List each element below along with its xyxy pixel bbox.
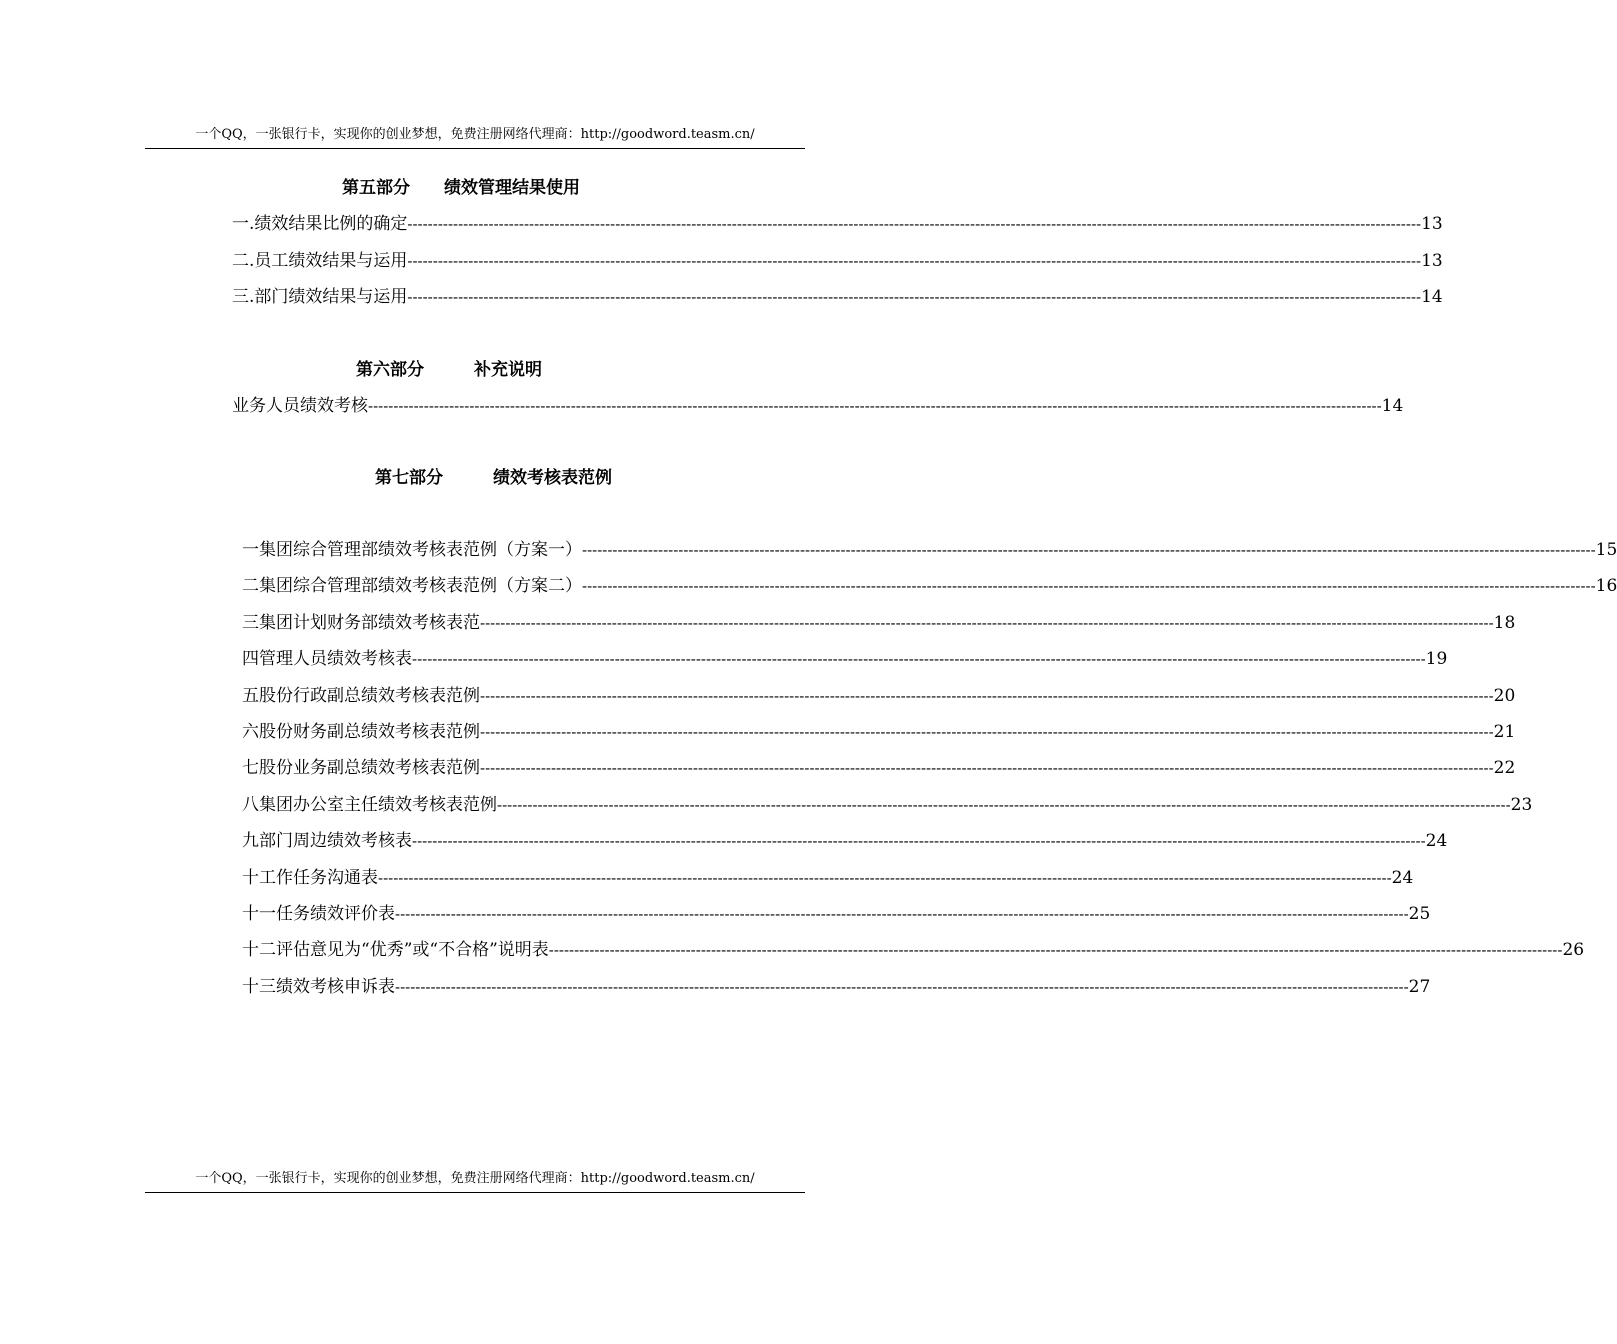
toc-entry-page: 25 [1408, 904, 1431, 924]
toc-leader-dashes: -------------------------------------------------------------------------------------------------------------------------------------------------------------------------------------------------------- [582, 577, 1596, 596]
toc-entry[interactable] [242, 574, 1617, 598]
toc-entry-label: 工作任务沟通表 [259, 867, 378, 888]
part7-title: 绩效考核表范例 [493, 468, 612, 488]
toc-entry-label: 管理人员绩效考核表 [259, 649, 412, 670]
toc-entry-label: 任务绩效评价表 [276, 904, 395, 924]
toc-entry-label: 部门绩效结果与运用 [254, 287, 408, 307]
toc-entry-page: 21 [1493, 722, 1516, 742]
toc-entry-label: 集团办公室主任绩效考核表范例 [259, 794, 497, 815]
part5-title: 绩效管理结果使用 [444, 178, 580, 198]
toc-entry-number: 一. [232, 214, 255, 234]
toc-entry-number: 九 [242, 831, 259, 852]
toc-entry-label: 业务人员绩效考核 [232, 396, 368, 416]
toc-entry-page: 19 [1425, 649, 1448, 670]
toc-entry-page: 14 [1381, 396, 1404, 416]
toc-leader-dashes: -------------------------------------------------------------------------------------------------------------------------------------------------------------------------------------------------------- [395, 905, 1409, 923]
toc-entry[interactable] [242, 866, 1414, 890]
toc-entry[interactable] [242, 611, 1516, 635]
toc-leader-dashes: -------------------------------------------------------------------------------------------------------------------------------------------------------------------------------------------------------- [407, 251, 1422, 270]
toc-entry[interactable] [232, 212, 1443, 236]
toc-entry[interactable] [232, 249, 1443, 273]
toc-leader-dashes: -------------------------------------------------------------------------------------------------------------------------------------------------------------------------------------------------------- [582, 541, 1596, 559]
toc-leader-dashes: -------------------------------------------------------------------------------------------------------------------------------------------------------------------------------------------------------- [480, 686, 1494, 705]
toc-entry-number: 二 [242, 576, 259, 597]
toc-entry[interactable] [242, 902, 1431, 926]
toc-entry-number: 二. [232, 250, 255, 271]
toc-entry-page: 20 [1493, 685, 1516, 706]
toc-entry-number: 十一 [242, 904, 276, 924]
toc-leader-dashes: -------------------------------------------------------------------------------------------------------------------------------------------------------------------------------------------------------- [480, 759, 1494, 778]
toc-entry-label: 部门周边绩效考核表 [259, 831, 412, 852]
toc-entry-label: 集团计划财务部绩效考核表范 [259, 612, 480, 633]
toc-entry-number: 四 [242, 649, 259, 670]
toc-leader-dashes: -------------------------------------------------------------------------------------------------------------------------------------------------------------------------------------------------------- [480, 613, 1494, 632]
toc-leader-dashes: -------------------------------------------------------------------------------------------------------------------------------------------------------------------------------------------------------- [378, 868, 1392, 887]
toc-entry-label: 评估意见为“优秀”或“不合格”说明表 [276, 940, 549, 961]
toc-leader-dashes: -------------------------------------------------------------------------------------------------------------------------------------------------------------------------------------------------------- [548, 941, 1563, 960]
part6-part-label: 第六部分 [356, 360, 424, 380]
toc-entry[interactable] [232, 285, 1443, 309]
toc-entry-page: 24 [1391, 867, 1414, 888]
toc-leader-dashes: -------------------------------------------------------------------------------------------------------------------------------------------------------------------------------------------------------- [395, 977, 1409, 996]
part6-title: 补充说明 [474, 360, 542, 380]
toc-entry-page: 14 [1421, 287, 1443, 307]
toc-entry[interactable] [242, 647, 1448, 671]
toc-entry-number: 七 [242, 758, 259, 779]
toc-entry-label: 集团综合管理部绩效考核表范例（方案二） [259, 576, 582, 597]
toc-entry[interactable] [242, 793, 1533, 817]
toc-entry-page: 26 [1562, 940, 1585, 961]
toc-entry-number: 六 [242, 722, 259, 742]
toc-entry[interactable] [242, 975, 1431, 999]
toc-entry-number: 十二 [242, 940, 276, 961]
toc-entry-page: 15 [1595, 540, 1617, 560]
part5-heading [342, 176, 580, 200]
toc-entry[interactable] [242, 720, 1516, 744]
toc-entry-page: 18 [1493, 612, 1516, 633]
toc-entry-page: 22 [1493, 758, 1516, 779]
toc-entry[interactable] [242, 829, 1448, 853]
part7-heading [375, 466, 612, 490]
toc-entry-number: 十 [242, 867, 259, 888]
toc-entry-page: 13 [1421, 214, 1443, 234]
toc-entry-page: 27 [1408, 976, 1431, 997]
page-footer: 一个QQ，一张银行卡，实现你的创业梦想，免费注册网络代理商：http://goodword.teasm.cn/ [145, 1170, 805, 1193]
toc-leader-dashes: -------------------------------------------------------------------------------------------------------------------------------------------------------------------------------------------------------- [412, 832, 1426, 851]
page-header: 一个QQ，一张银行卡，实现你的创业梦想，免费注册网络代理商：http://goodword.teasm.cn/ [145, 126, 805, 149]
toc-entry-number: 八 [242, 794, 259, 815]
toc-leader-dashes: -------------------------------------------------------------------------------------------------------------------------------------------------------------------------------------------------------- [368, 397, 1382, 415]
toc-leader-dashes: -------------------------------------------------------------------------------------------------------------------------------------------------------------------------------------------------------- [407, 215, 1422, 233]
toc-entry-page: 13 [1421, 250, 1443, 271]
toc-leader-dashes: -------------------------------------------------------------------------------------------------------------------------------------------------------------------------------------------------------- [497, 795, 1511, 814]
toc-entry[interactable] [232, 394, 1404, 418]
toc-entry-label: 绩效结果比例的确定 [254, 214, 408, 234]
toc-entry-number: 十三 [242, 976, 276, 997]
part6-heading [356, 358, 542, 382]
toc-entry[interactable] [242, 756, 1516, 780]
toc-entry-page: 16 [1595, 576, 1617, 597]
toc-entry-label: 绩效考核申诉表 [276, 976, 395, 997]
toc-entry-label: 员工绩效结果与运用 [254, 250, 408, 271]
toc-entry-number: 三. [232, 287, 255, 307]
toc-entry-label: 股份业务副总绩效考核表范例 [259, 758, 480, 779]
toc-entry-page: 23 [1510, 794, 1533, 815]
part7-part-label: 第七部分 [375, 468, 443, 488]
toc-entry[interactable] [242, 938, 1585, 962]
toc-leader-dashes: -------------------------------------------------------------------------------------------------------------------------------------------------------------------------------------------------------- [480, 723, 1494, 741]
toc-entry[interactable] [242, 684, 1516, 708]
toc-entry[interactable] [242, 538, 1617, 562]
toc-entry-page: 24 [1425, 831, 1448, 852]
toc-entry-label: 股份财务副总绩效考核表范例 [259, 722, 480, 742]
toc-entry-number: 三 [242, 612, 259, 633]
toc-entry-number: 五 [242, 685, 259, 706]
toc-leader-dashes: -------------------------------------------------------------------------------------------------------------------------------------------------------------------------------------------------------- [412, 650, 1426, 669]
toc-entry-label: 集团综合管理部绩效考核表范例（方案一） [259, 540, 582, 560]
toc-leader-dashes: -------------------------------------------------------------------------------------------------------------------------------------------------------------------------------------------------------- [407, 288, 1422, 306]
toc-entry-number: 一 [242, 540, 259, 560]
part5-part-label: 第五部分 [342, 178, 410, 198]
toc-entry-label: 股份行政副总绩效考核表范例 [259, 685, 480, 706]
